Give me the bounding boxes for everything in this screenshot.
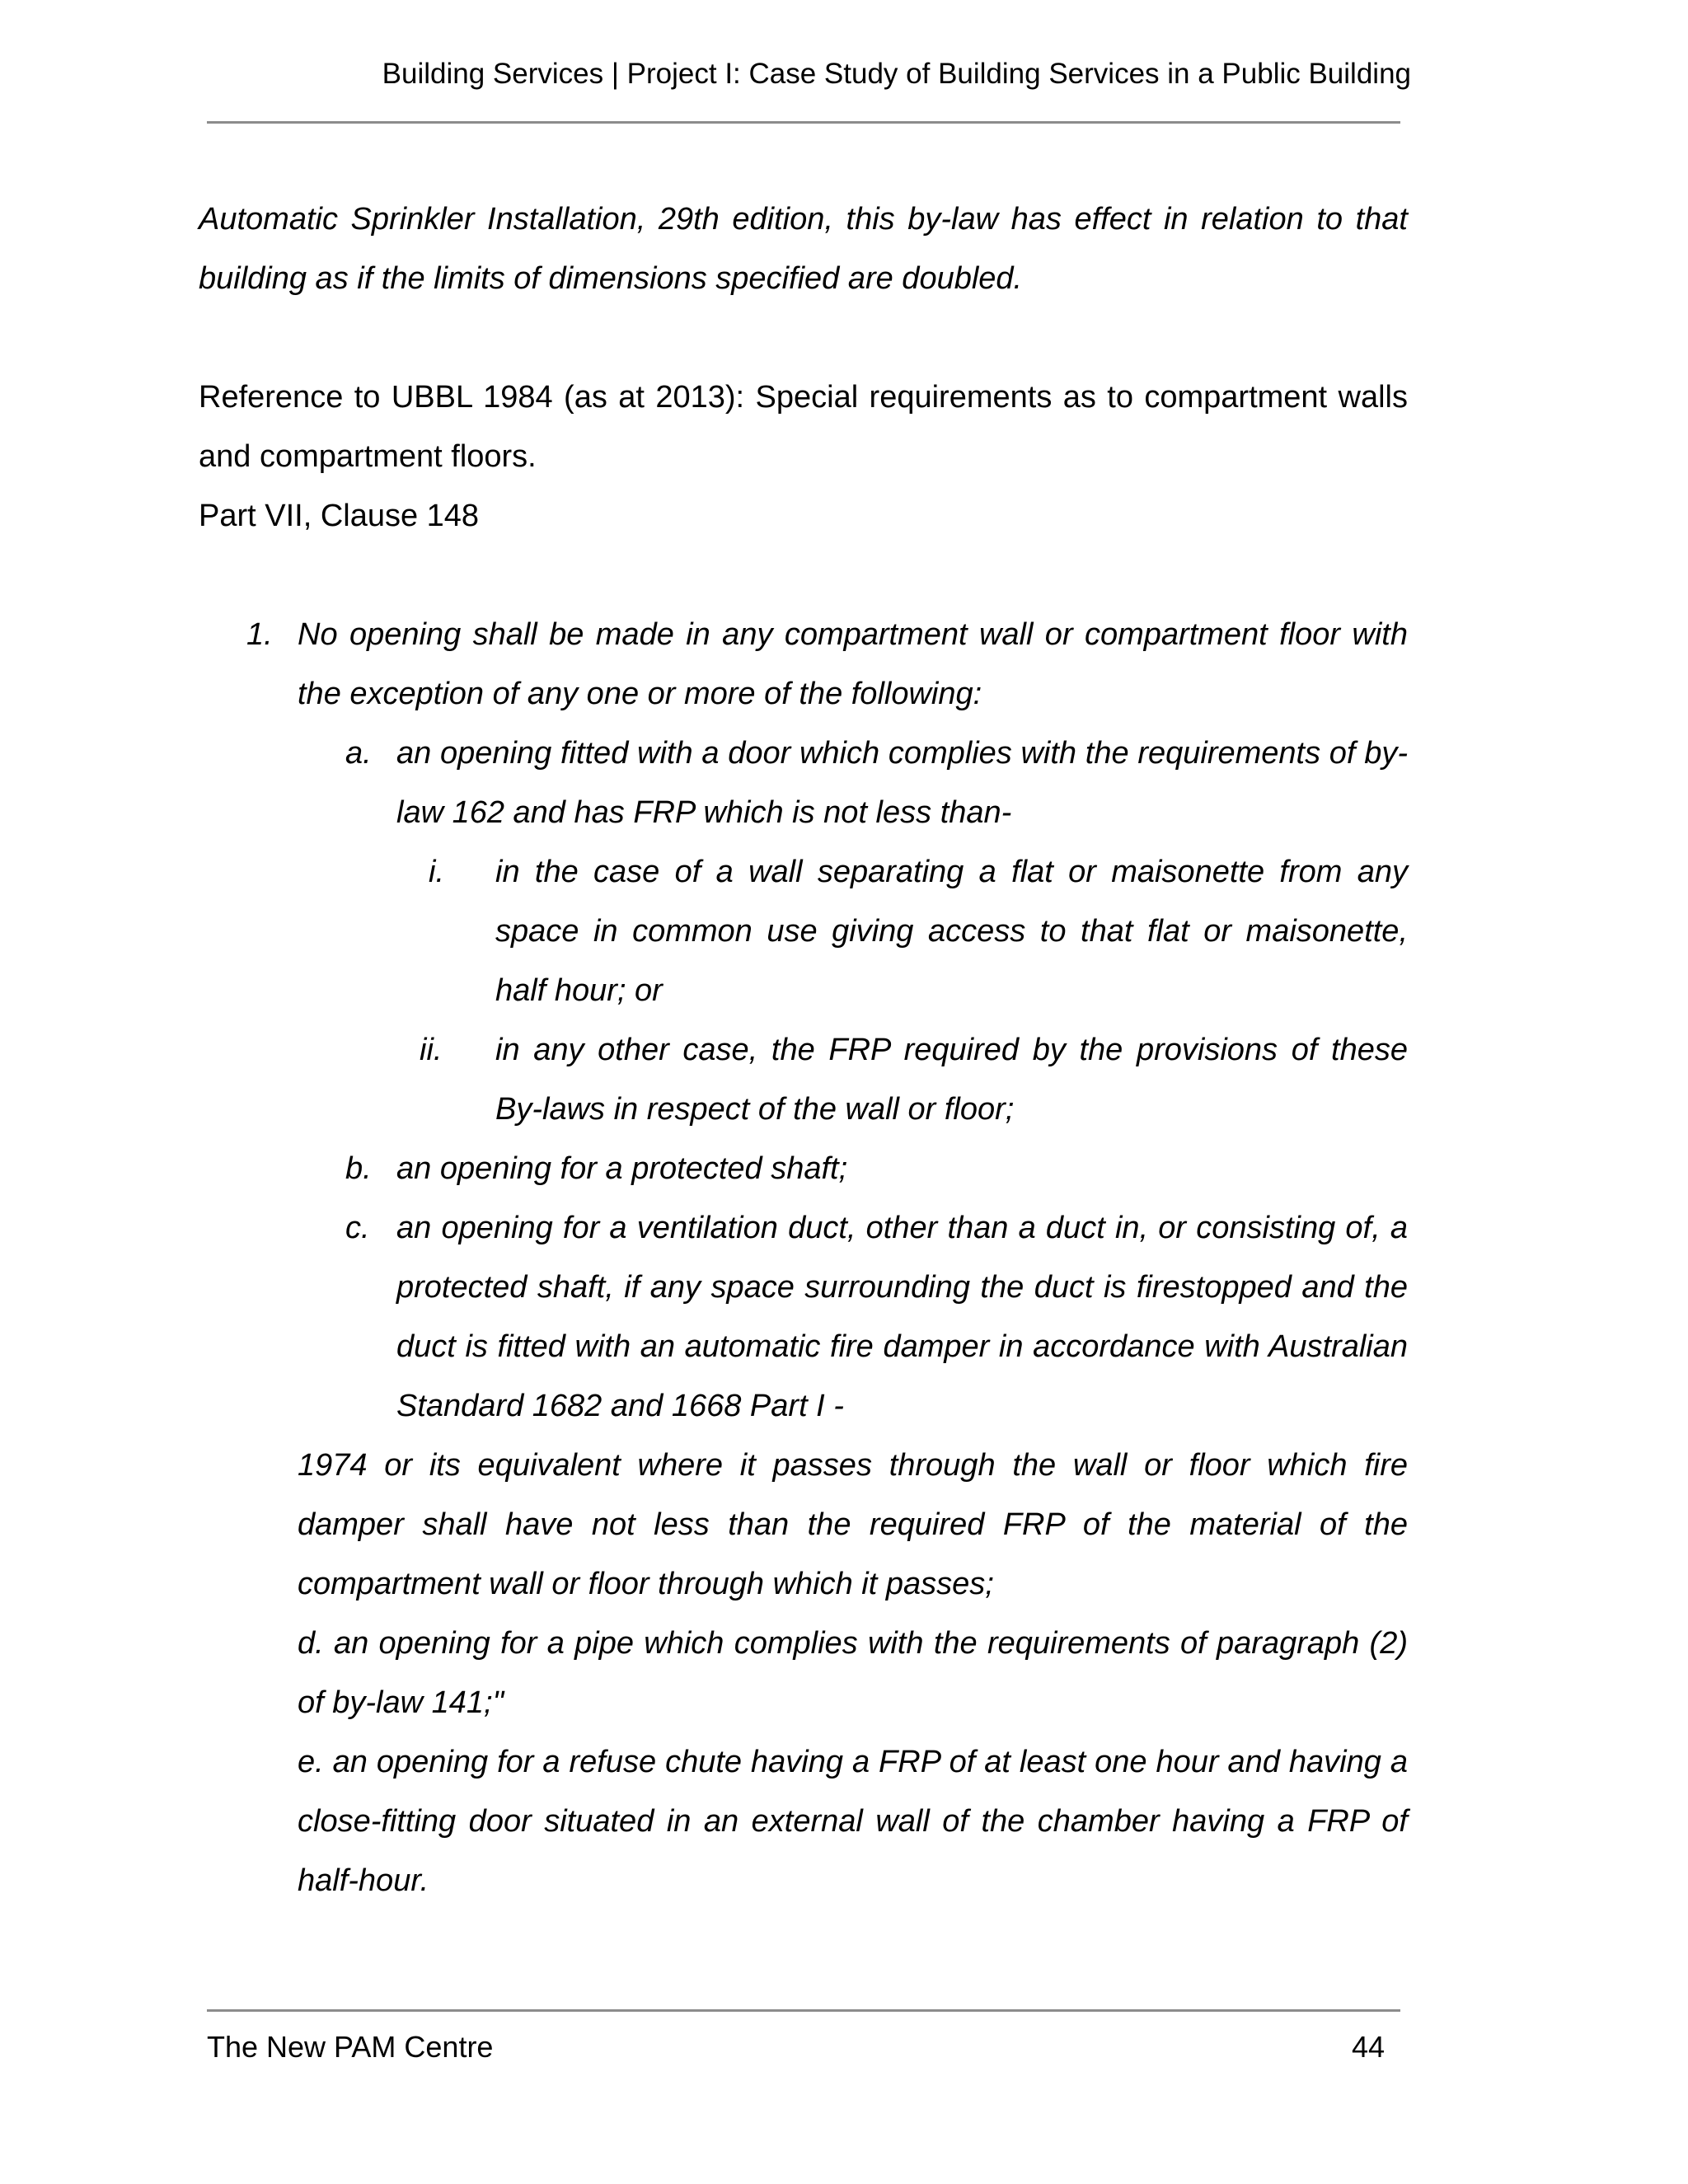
list-marker-a-i: i. — [429, 855, 444, 889]
list-item-1: No opening shall be made in any compartment wall or compartment floor with the exception of any one or more of the following: — [298, 617, 1408, 711]
list-item-c-continued: 1974 or its equivalent where it passes through the wall or floor which fire damper shall have not less than the required FRP of the material of the compartment wall or floor through which it passes; — [298, 1448, 1408, 1601]
list-item-e: e. an opening for a refuse chute having a FRP of at least one hour and having a close-fitting door situated in an external wall of the chamber having a FRP of half-hour. — [298, 1745, 1408, 1898]
list-item-b: an opening for a protected shaft; — [396, 1151, 848, 1186]
list-item-a-i: in the case of a wall separating a flat or maisonette from any space in common use giving access to that flat or maisonette, half hour; or — [495, 855, 1408, 1008]
reference-text: Reference to UBBL 1984 (as at 2013): Special requirements as to compartment walls and compartment floors. — [199, 380, 1408, 474]
list-marker-c: c. — [345, 1211, 370, 1245]
intro-text: Automatic Sprinkler Installation, 29th edition, this by-law has effect in relation to that building as if the limits of dimensions specified are doubled. — [199, 202, 1408, 296]
page-number: 44 — [1352, 2030, 1386, 2064]
header-rule — [207, 121, 1400, 124]
list-marker-1: 1. — [246, 617, 273, 652]
list-marker-b: b. — [345, 1151, 372, 1186]
intro-paragraph — [199, 190, 1408, 308]
footer-document-title: The New PAM Centre — [207, 2030, 494, 2064]
clause-reference: Part VII, Clause 148 — [199, 499, 480, 533]
reference-paragraph — [199, 368, 1408, 546]
footer-rule — [207, 2009, 1400, 2012]
list-item-a: an opening fitted with a door which complies with the requirements of by-law 162 and has FRP which is not less than- — [396, 736, 1408, 830]
running-header: Building Services | Project I: Case Study of Building Services in a Public Building — [382, 58, 1411, 90]
list-marker-a-ii: ii. — [420, 1033, 443, 1067]
list-item-a-ii: in any other case, the FRP required by the provisions of these By-laws in respect of the wall or floor; — [495, 1033, 1408, 1127]
list-marker-a: a. — [345, 736, 372, 771]
list-item-d: d. an opening for a pipe which complies with the requirements of paragraph (2) of by-law 141;" — [298, 1626, 1408, 1720]
list-item-c: an opening for a ventilation duct, other than a duct in, or consisting of, a protected shaft, if any space surrounding the duct is firestopped and the duct is fitted with an automatic fire damper in accordance with Australian Standard 1682 and 1668 Part I - — [396, 1211, 1408, 1423]
